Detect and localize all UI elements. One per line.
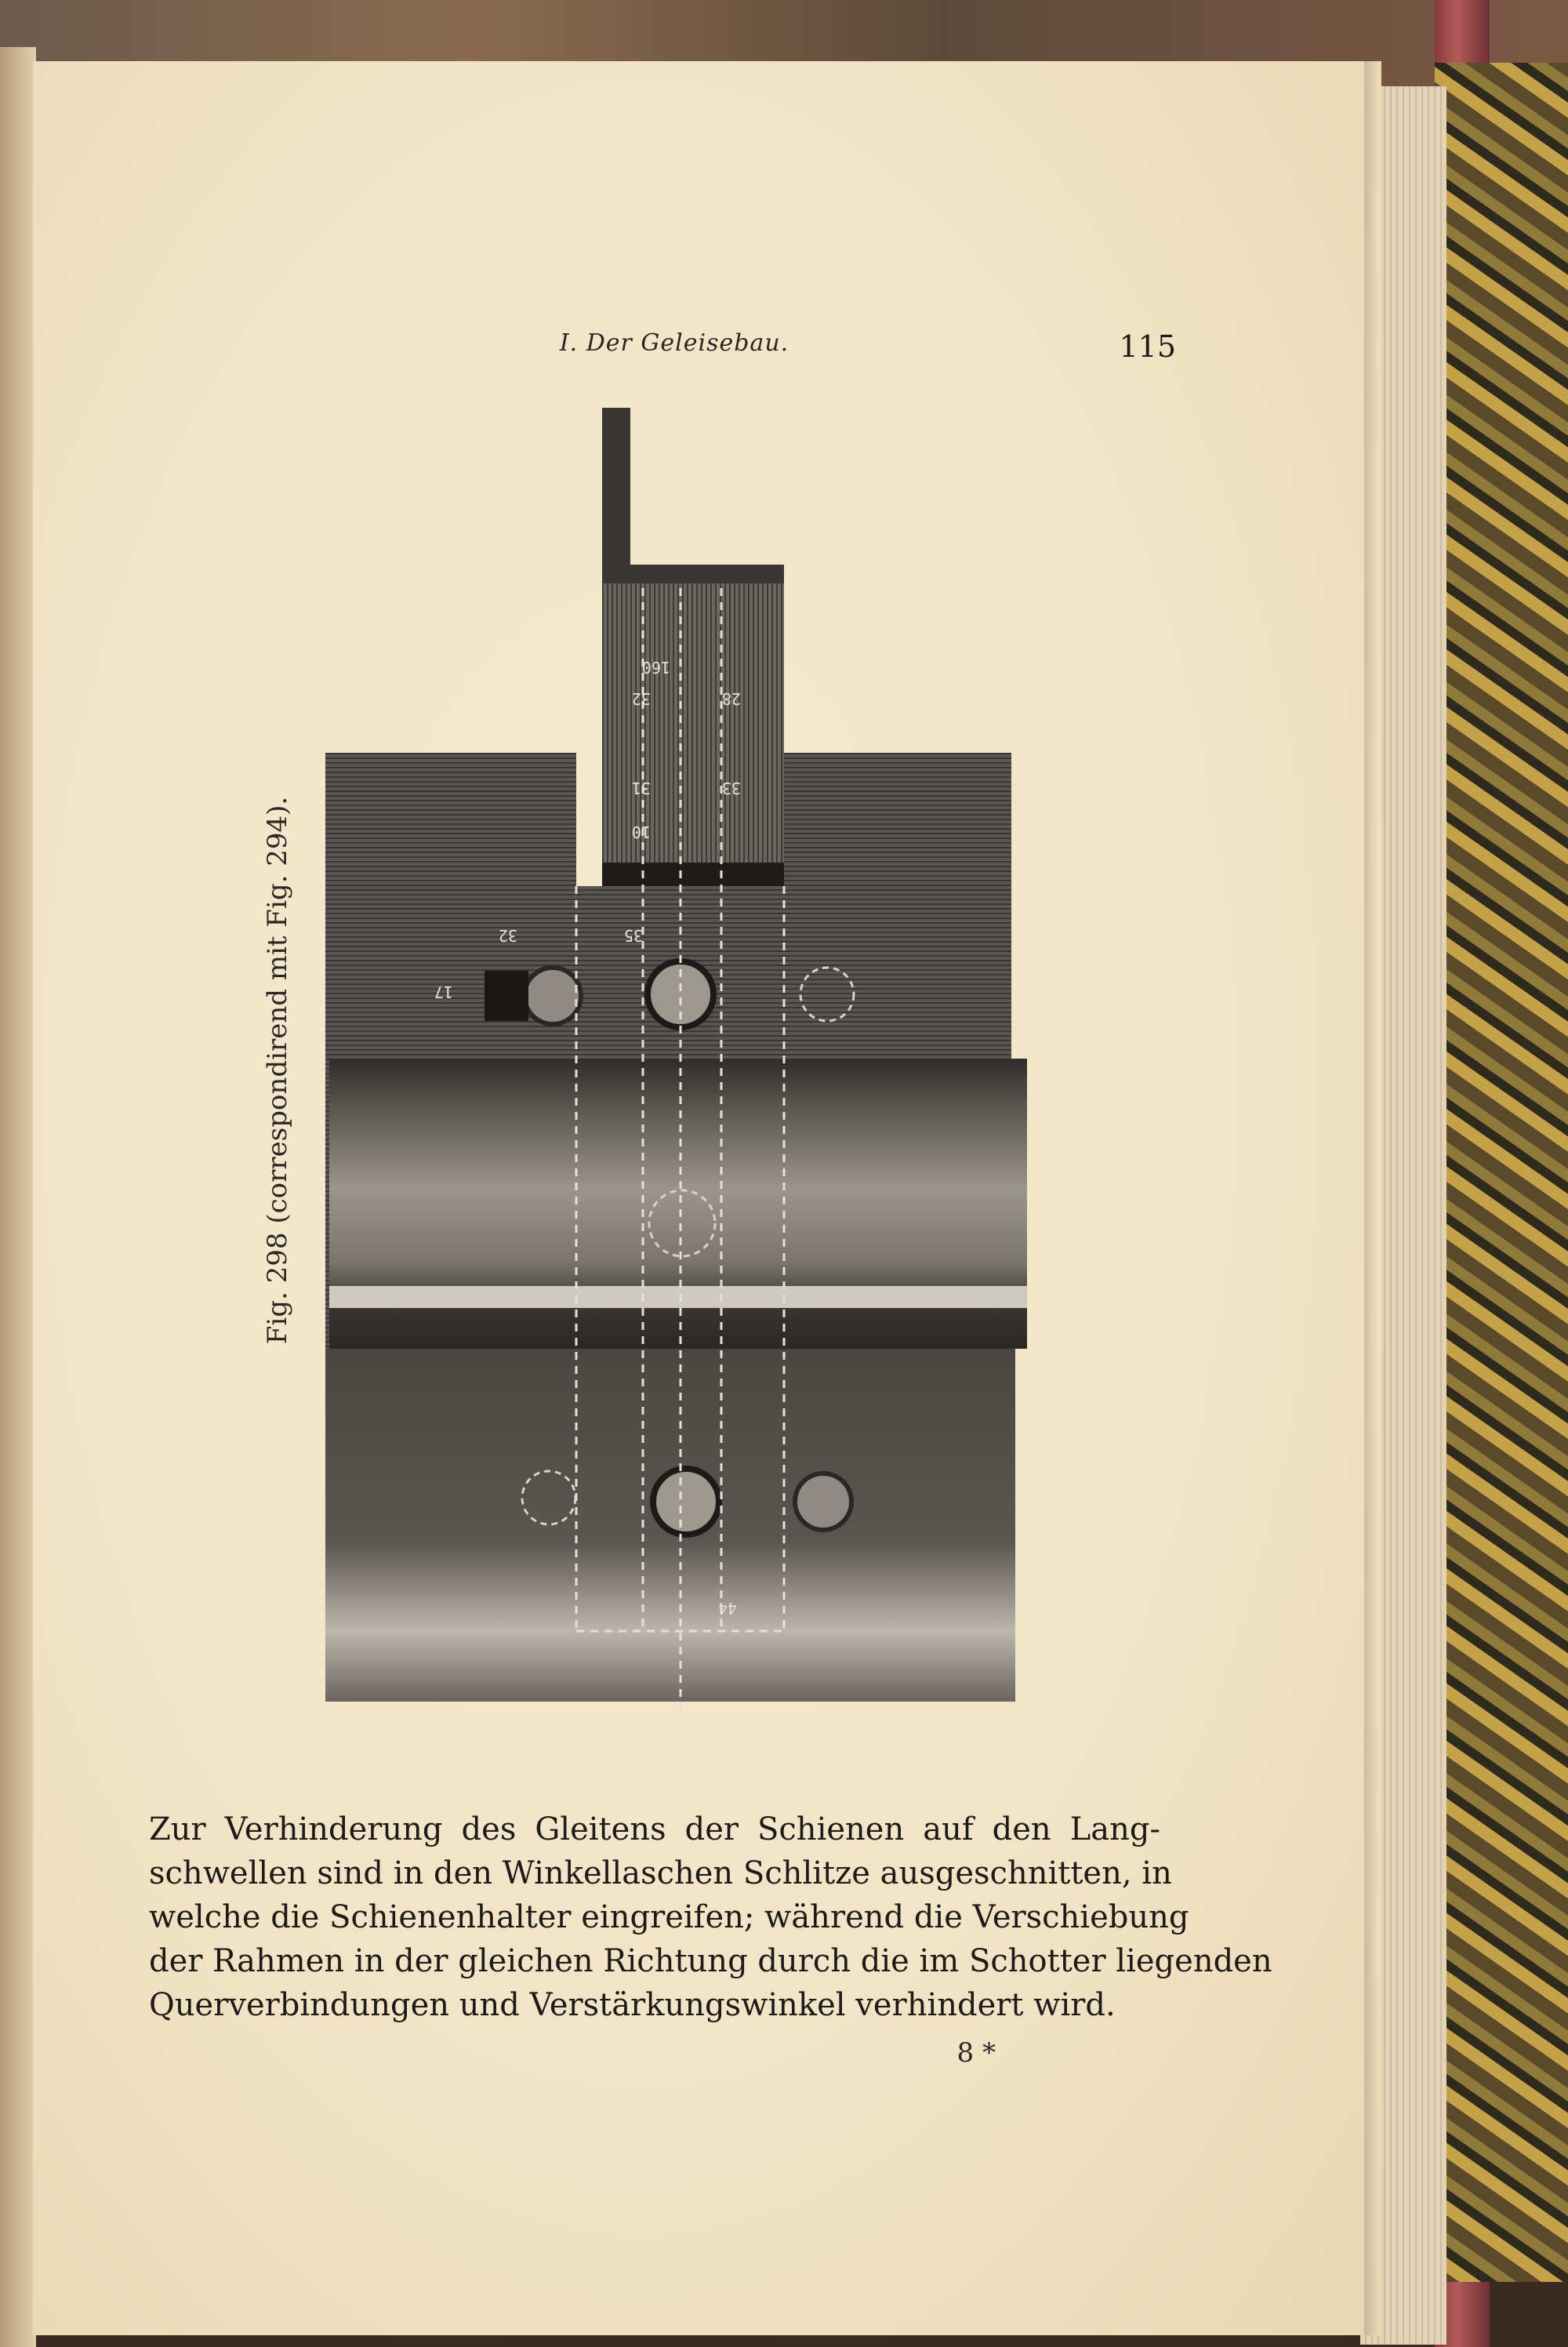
text-line: schwellen sind in den Winkellaschen Schlitze ausgeschnitten, in [149, 1855, 1172, 1891]
signature-mark: 8 * [956, 2037, 996, 2069]
figure-caption-text: Fig. 298 (correspondirend mit Fig. 294). [262, 796, 293, 1345]
text-line: Zur Verhinderung des Gleitens der Schienen auf den Lang- [149, 1811, 1160, 1847]
dim-label: 10 [631, 823, 651, 841]
marbled-endpaper [1435, 63, 1568, 2282]
rail [329, 1059, 1027, 1349]
dim-label: 17 [434, 983, 453, 1001]
dim-label: 35 [623, 926, 643, 945]
dim-label: 44 [717, 1599, 737, 1618]
text-line: der Rahmen in der gleichen Richtung durch die im Schotter liegenden [149, 1943, 1272, 1979]
dim-label: 31 [631, 779, 651, 797]
dim-label: 28 [721, 689, 741, 708]
figure-caption [249, 796, 306, 1345]
text-line: Querverbindungen und Verstärkungswinkel verhindert wird. [149, 1987, 1116, 2023]
angle-plate [602, 408, 784, 886]
dim-label: 160 [641, 658, 670, 677]
facing-page-edge [0, 47, 36, 2347]
text-line: welche die Schienenhalter eingreifen; während die Verschiebung [149, 1899, 1189, 1935]
dim-label: 32 [631, 689, 651, 708]
running-header: I. Der Geleisebau. [559, 329, 789, 357]
body-paragraph [149, 1807, 1272, 2027]
page-fold-shadow [1364, 61, 1378, 2335]
engraving-figure [314, 408, 1035, 1709]
dim-label: 33 [721, 779, 741, 797]
dim-label: 32 [498, 926, 517, 945]
page-number: 115 [1119, 329, 1176, 364]
